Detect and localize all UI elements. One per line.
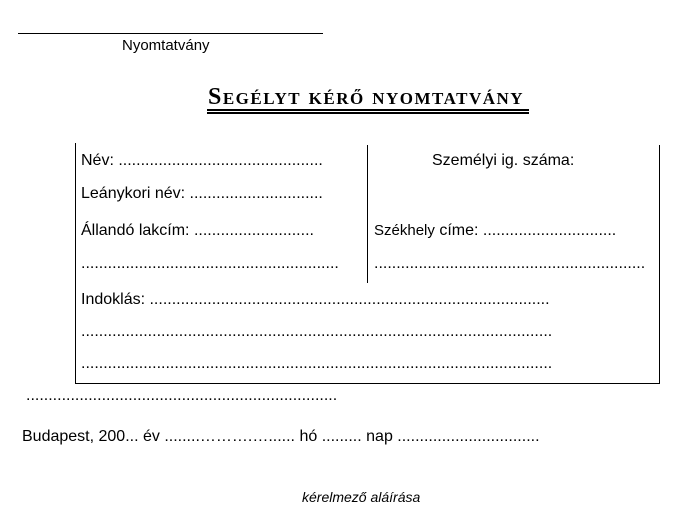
address-continuation-field[interactable]: .......................................................... xyxy=(81,255,339,272)
address-field[interactable]: Állandó lakcím: ........................... xyxy=(81,222,314,239)
top-rule xyxy=(18,33,323,34)
seat-suffix: címe: .............................. xyxy=(434,222,617,239)
date-line[interactable]: Budapest, 200... év ........……….…...... hó ......... nap ................................ xyxy=(22,428,540,445)
box-middle-divider xyxy=(367,145,368,283)
form-title: Segélyt kérő nyomtatvány xyxy=(208,84,525,110)
signature-label: kérelmező aláírása xyxy=(302,489,421,505)
maiden-name-field[interactable]: Leánykori név: .............................. xyxy=(81,185,323,202)
form-caption: Nyomtatvány xyxy=(122,37,210,54)
signature-line[interactable]: ...................................................................... xyxy=(26,387,338,404)
id-number-label: Személyi ig. száma: xyxy=(432,152,575,169)
box-left-border xyxy=(75,143,76,383)
box-right-border xyxy=(659,145,660,383)
reason-continuation-2[interactable]: .......................................................................................................... xyxy=(81,355,553,372)
box-bottom-border xyxy=(75,383,660,384)
title-underline-second xyxy=(207,112,529,114)
title-underline xyxy=(207,109,529,111)
seat-address-field[interactable] xyxy=(374,222,616,240)
reason-field[interactable]: Indoklás: .......................................................................................... xyxy=(81,291,550,308)
seat-continuation-field[interactable]: ............................................................. xyxy=(374,255,646,272)
seat-label: Székhely xyxy=(374,222,435,239)
name-field[interactable]: Név: .............................................. xyxy=(81,152,323,169)
reason-continuation-1[interactable]: .......................................................................................................... xyxy=(81,323,553,340)
